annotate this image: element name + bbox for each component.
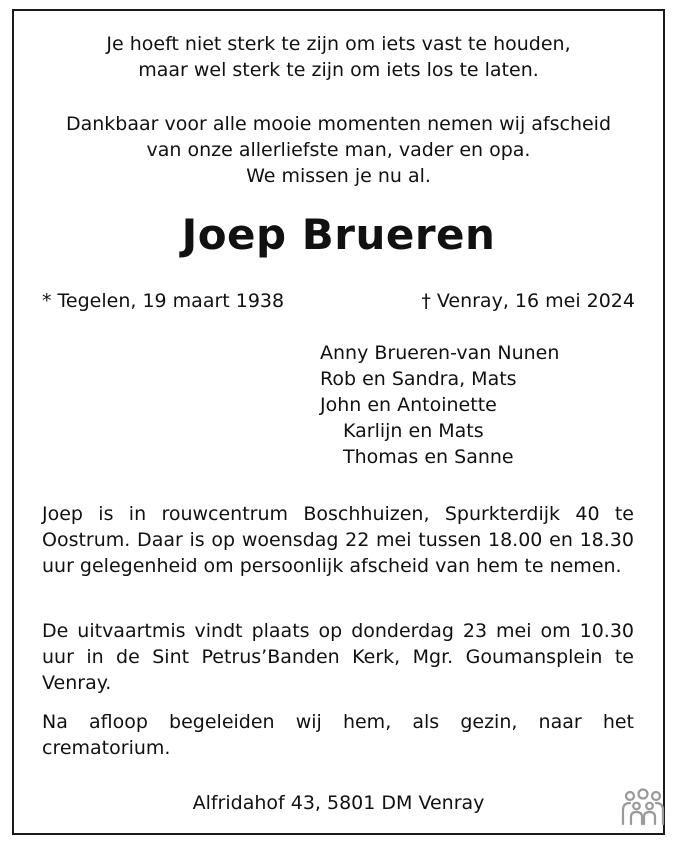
family-member: John en Antoinette <box>320 394 497 416</box>
viewing-paragraph: Joep is in rouwcentrum Boschhuizen, Spurkterdijk 40 te Oostrum. Daar is op woensdag 22 mei tussen 18.00 en 18.30 uur gelegenheid om persoonlijk afscheid van hem te nemen. <box>42 503 634 577</box>
deceased-name: Joep Brueren <box>181 210 496 259</box>
death-info: † Venray, 16 mei 2024 <box>421 290 635 312</box>
intro-line-3: We missen je nu al. <box>246 165 431 187</box>
family-group-icon <box>618 788 668 828</box>
intro-line-2: van onze allerliefste man, vader en opa. <box>146 139 531 161</box>
family-list <box>320 340 559 470</box>
family-member: Rob en Sandra, Mats <box>320 368 517 390</box>
poem-line-1: Je hoeft niet sterk te zijn om iets vast te houden, <box>106 33 571 55</box>
crematorium-paragraph: Na afloop begeleiden wij hem, als gezin, naar het crematorium. <box>42 711 634 759</box>
family-member-grandchild: Karlijn en Mats <box>343 420 484 442</box>
birth-info: * Tegelen, 19 maart 1938 <box>42 290 285 312</box>
service-paragraph: De uitvaartmis vindt plaats op donderdag 23 mei om 10.30 uur in de Sint Petrus’Banden Kerk, Mgr. Goumansplein te Venray. <box>42 620 634 694</box>
poem-line-2: maar wel sterk te zijn om iets los te laten. <box>138 59 539 81</box>
family-member-grandchild: Thomas en Sanne <box>343 446 514 468</box>
family-member: Anny Brueren-van Nunen <box>320 342 560 364</box>
intro-line-1: Dankbaar voor alle mooie momenten nemen wij afscheid <box>65 113 612 135</box>
address: Alfridahof 43, 5801 DM Venray <box>192 792 485 814</box>
